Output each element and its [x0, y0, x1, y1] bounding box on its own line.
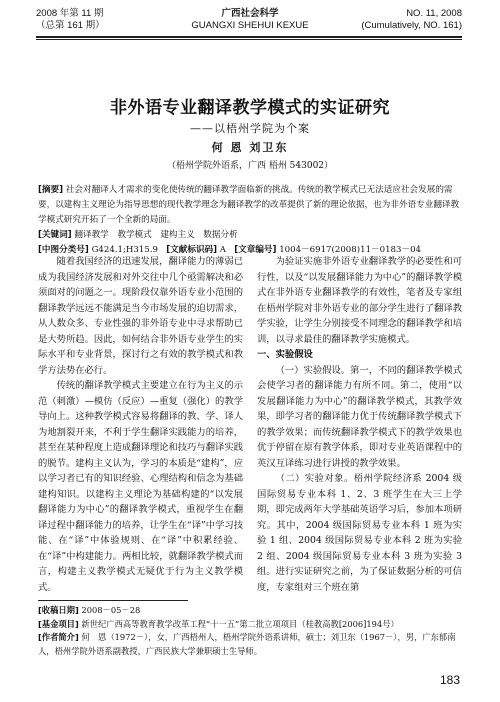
author-bio — [38, 631, 462, 658]
issue-info-en — [361, 8, 462, 32]
received-date — [38, 604, 462, 618]
article-authors: 何 恩 刘卫东 — [211, 141, 289, 154]
issue-info — [36, 8, 105, 32]
received-text: 2008－05－28 — [81, 605, 141, 615]
keywords-text: 翻译教学 教学模式 建构主义 数据分析 — [74, 230, 238, 240]
author-bio-label: [作者简介] — [38, 632, 79, 642]
footnotes — [38, 604, 462, 658]
body-left-column — [38, 254, 243, 595]
issue-number: 2008 年第 11 期 — [36, 8, 104, 19]
fund-text: 新世纪广西高等教育教学改革工程“十一五”第二批立项项目（桂教高教[2006]194号） — [81, 618, 399, 629]
received-label: [收稿日期] — [38, 605, 79, 615]
page-number: 183 — [439, 673, 460, 687]
author-affiliation: （梧州学院外语系，广西 梧州 543002） — [166, 161, 334, 171]
footnote-rule — [38, 600, 188, 601]
paragraph: 传统的翻译教学模式主要建立在行为主义的示范（刺激）—模仿（反应）—重复（强化）的教学导向上。这种教学模式容易将翻译的教、学、译人为地割裂开来，不利于学生翻译实践能力的培养，甚至在某种程度上造成翻译理论和技巧与翻译实践的脱节。建构主义认为，学习的本质是“建构”，应以学习者已有的知识经验、心理结构和信念为基础建构知识。以建构主义理论为基础构建的“以发展翻译能力为中心”的翻译教学模式，重视学生在翻译过程中翻译能力的培养，让学生在“译”中学习技能、在“译”中体验规则、在“译”中积累经验、在“译”中构建能力。两相比较，就翻译教学模式而言，构建主义教学模式无疑优于行为主义教学模式。 — [38, 380, 243, 593]
abstract-block — [38, 183, 462, 258]
cumulative-issue: （总第 161 期） — [36, 20, 105, 31]
article-subtitle: ——以梧州学院为个案 — [190, 122, 310, 135]
abstract — [38, 183, 462, 228]
fund-project — [38, 618, 462, 632]
header-rule — [36, 36, 462, 38]
header-rule-thin — [36, 39, 462, 40]
body-right-column — [257, 254, 462, 595]
section-heading: 一、实验假设 — [257, 349, 313, 360]
doc-code-text: A — [219, 245, 227, 255]
paragraph: （二）实验对象。梧州学院经济系 2004 级国际贸易专业本科 1、2、3 班学生在大三上学期，即完成两年大学基础英语学习后，参加本项研究。其中，2004 级国际贸易专业本科 1 班为实验 1 组、2004 级国际贸易专业本科 2 班为实验 2 组、2004 级国际贸易专业本科 3 班为实验 3 组。进行实证研究之前，为了保证数据分析的可信度，专家组对三个班在第 — [257, 473, 462, 593]
article-title: 非外语专业翻译教学模式的实证研究 — [110, 98, 390, 118]
cumulative-issue-en: (Cumulatively, NO. 161) — [361, 20, 462, 31]
author-bio-text: 何 恩（1972－），女，广西梧州人，梧州学院外语系讲师，硕士；刘卫东（1967－），男，广东郁南人，梧州学院外语系副教授，广西民族大学兼职硕士生导师。 — [38, 632, 456, 656]
paragraph: 随着我国经济的迅速发展，翻译能力的薄弱已成为我国经济发展和对外交往中几个亟需解决和必须面对的问题之一。现阶段仅靠外语专业小范围的翻译教学远远不能满足当今市场发展的迫切需求，从人数众多、专业性强的非外语专业中寻求帮助已是大势所趋。因此，如何结合非外语专业学生的实际水平和专业背景，探讨行之有效的教学模式和教学方法势在必行。 — [38, 256, 243, 376]
abstract-text: 社会对翻译人才需求的变化使传统的翻译教学面临新的挑战。传统的教学模式已无法适应社会发展的需要，以建构主义理论为指导思想的现代教学理念为翻译教学的改革提供了新的理论依据，也为非外语专业翻译教学模式研究开拓了一个全新的局面。 — [38, 185, 460, 225]
doc-code-label: [文献标识码] — [166, 245, 218, 255]
paragraph: （一）实验假设。第一，不同的翻译教学模式会使学习者的翻译能力有所不同。第二，使用“以发展翻译能力为中心”的翻译教学模式，其教学效果，即学习者的翻译能力优于传统翻译教学模式下的教学效果；而传统翻译教学模式下的教学效果也优于停留在原有教学体系，即对专业英语课程中的英汉互译练习进行讲授的教学效果。 — [257, 364, 462, 469]
clc-text: G424.1;H315.9 — [91, 245, 159, 255]
journal-name — [150, 8, 350, 32]
abstract-label: [摘要] — [38, 185, 64, 195]
issue-number-en: NO. 11, 2008 — [406, 8, 462, 19]
journal-name-cn: 广西社会科学 — [221, 8, 279, 19]
fund-label: [基金项目] — [38, 618, 79, 629]
keywords — [38, 228, 462, 243]
article-id-label: [文章编号] — [234, 245, 277, 255]
article-id-text: 1004－6917(2008)11－0183－04 — [279, 245, 422, 255]
keywords-label: [关键词] — [38, 230, 72, 240]
paragraph: 为验证实施非外语专业翻译教学的必要性和可行性，以及“以发展翻译能力为中心”的翻译教学模式在非外语专业翻译教学的有效性，笔者及专家组在梧州学院对非外语专业的部分学生进行了翻译教学实验，让学生分别接受不同理念的翻译教学和培训，以寻求最佳的翻译教学实施模式。 — [257, 256, 462, 345]
journal-name-en: GUANGXI SHEHUI KEXUE — [191, 20, 309, 31]
clc-label: [中图分类号] — [38, 245, 89, 255]
